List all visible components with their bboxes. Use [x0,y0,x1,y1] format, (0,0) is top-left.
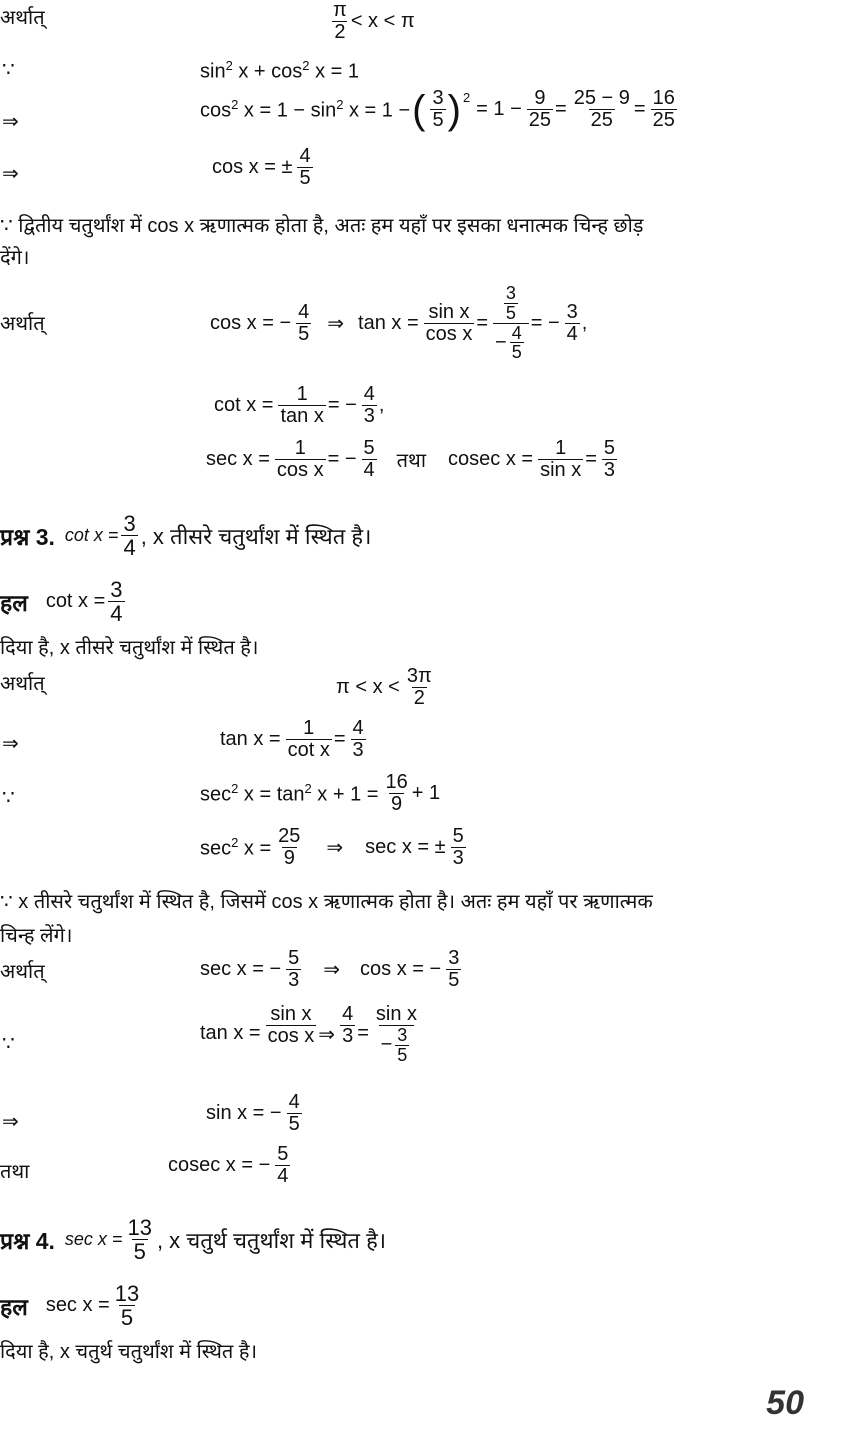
fraction: $\frac{4}{5}$ [288,1091,300,1135]
cos-plus-minus: cos x = ± $\frac{4}{5}$ [212,145,311,189]
since-symbol: ∵ [2,787,15,809]
fraction: $\frac{9}{25}$ [528,87,552,131]
fraction: $\frac{4}{5}$ [299,145,311,189]
implies-symbol: ⇒ [2,111,19,133]
fraction: $\frac{13}{5}$ [114,1281,140,1331]
fraction: $\frac{5}{4}$ [363,437,375,481]
page-number: 50 [766,1384,804,1422]
solution-3: हल cot x = $\frac{3}{4}$ [0,577,123,627]
fraction: $\frac{\text{sin x}}{\text{cos x}}$ [425,300,473,345]
fraction: $\frac{1}{\text{cot x}}$ [287,717,330,761]
sec-squared-identity: $\sec^2 x = \tan^2 x + 1$ = $\frac{16}{9}$ + 1 [200,771,441,815]
sec-squared-value: $\sec^2 x$ = $\frac{25}{9}$ ⇒ sec x = ± $\frac{5}{3}$ [200,825,464,869]
pythagorean-identity: $\sin^2 x + \cos^2 x = 1$ [200,58,360,83]
implies-symbol: ⇒ [2,1111,19,1133]
fraction: $\frac{5}{3}$ [452,825,464,869]
cot-equation: cot x = $\frac{1}{\text{tan x}}$ = − $\frac{4}{3}$ , [214,383,385,427]
cos-squared-equation: $\cos^2 x = 1 - \sin^2 x = 1$ − ( 3 5 ) $^2$ = 1 − $\frac{9}{25}$ = $\frac{25 - 9}{25}$ = $\frac{16}{25}$ [200,87,675,132]
fraction: $\frac{4}{3}$ [342,1003,354,1047]
sin-value: sin x = − $\frac{4}{5}$ [206,1091,300,1135]
fraction: $\frac{25 - 9}{25}$ [573,87,630,131]
fraction: $\frac{4}{5}$ [298,300,310,345]
compound-fraction: $\frac{3}{5}$ − $\frac{4}{5}$ [493,284,529,363]
condition-q3: π < x < 3π 2 [336,665,432,709]
fraction: $\frac{3}{4}$ [110,577,123,627]
given-statement: दिया है, x चतुर्थ चतुर्थांश में स्थित है। [0,1341,258,1363]
explanation-paragraph: ∵ द्वितीय चतुर्थांश में cos x ऋणात्मक होता है, अतः हम यहाँ पर इसका धनात्मक चिन्ह छोड़ [0,215,644,237]
condition-q2: π 2 < x < π [333,0,415,43]
fraction: $\frac{1}{\text{tan x}}$ [280,383,324,427]
cosec-value: cosec x = − $\frac{5}{4}$ [168,1143,289,1187]
fraction: $\frac{5}{4}$ [277,1143,289,1187]
arthat-label: अर्थात् [0,7,45,29]
implies-symbol: ⇒ [2,163,19,185]
fraction: $\frac{13}{5}$ [127,1215,152,1265]
fraction: $\frac{16}{25}$ [652,87,675,131]
fraction: $\frac{\text{sin x}}{\text{cos x}}$ [267,1003,315,1047]
fraction: $\frac{16}{9}$ [385,771,408,815]
solution-4: हल sec x = $\frac{13}{5}$ [0,1281,140,1331]
fraction: $\frac{1}{\text{sin x}}$ [540,437,582,481]
fraction: $\frac{4}{3}$ [352,717,364,761]
explanation-paragraph: ∵ x तीसरे चतुर्थांश में स्थित है, जिसमें cos x ऋणात्मक होता है। अतः हम यहाँ पर ऋणात्मक [0,891,653,913]
arthat-label: अर्थात् [0,313,45,335]
sec-cosec-equation: sec x = $\frac{1}{\text{cos x}}$ = − $\frac{5}{4}$ तथा cosec x = $\frac{1}{\text{sin x}}$ = $\frac{5}{3}$ [206,437,616,481]
given-statement: दिया है, x तीसरे चतुर्थांश में स्थित है। [0,637,259,659]
arthat-label: अर्थात् [0,673,45,695]
fraction: $\frac{25}{9}$ [278,825,301,869]
fraction: π 2 [333,0,347,43]
cos-tan-equation: cos x = − $\frac{4}{5}$ ⇒ tan x = $\frac{\text{sin x}}{\text{cos x}}$ = $\frac{3}{5}$ − $\frac{4}{5}$ = − $\frac{3}{4}$ , [210,282,588,363]
fraction: $\frac{3}{5}$ [448,947,460,991]
fraction: $\frac{4}{3}$ [363,383,375,427]
compound-fraction: sin x − $\frac{3}{5}$ [375,1003,417,1065]
since-symbol: ∵ [2,59,15,81]
fraction: $\frac{1}{\text{cos x}}$ [276,437,324,481]
fraction: $\frac{5}{3}$ [603,437,616,481]
fraction: $\frac{3}{4}$ [566,300,578,345]
tan-from-cot: tan x = $\frac{1}{\text{cot x}}$ = $\frac{4}{3}$ [220,717,364,761]
question-4: प्रश्न 4. sec x = $\frac{13}{5}$ , x चतुर्थ चतुर्थांश में स्थित है। [0,1215,387,1265]
sec-cos-values: sec x = − $\frac{5}{3}$ ⇒ cos x = − $\frac{3}{5}$ [200,947,460,991]
since-symbol: ∵ [2,1033,15,1055]
implies-symbol: ⇒ [2,733,19,755]
tatha-label: तथा [0,1161,30,1183]
tan-sin-cos-equation: tan x = $\frac{\text{sin x}}{\text{cos x}}$ ⇒ $\frac{4}{3}$ = sin x − $\frac{3}{5}$ [200,1003,417,1065]
fraction: 3 5 [432,87,444,131]
fraction: $\frac{5}{3}$ [288,947,300,991]
explanation-paragraph-cont: चिन्ह लेंगे। [0,925,73,947]
fraction: 3π 2 [406,665,432,709]
explanation-paragraph-cont: देंगे। [0,247,30,269]
fraction: $\frac{3}{4}$ [123,511,136,561]
question-3: प्रश्न 3. cot x = $\frac{3}{4}$ , x तीसरे चतुर्थांश में स्थित है। [0,511,372,561]
arthat-label: अर्थात् [0,961,45,983]
